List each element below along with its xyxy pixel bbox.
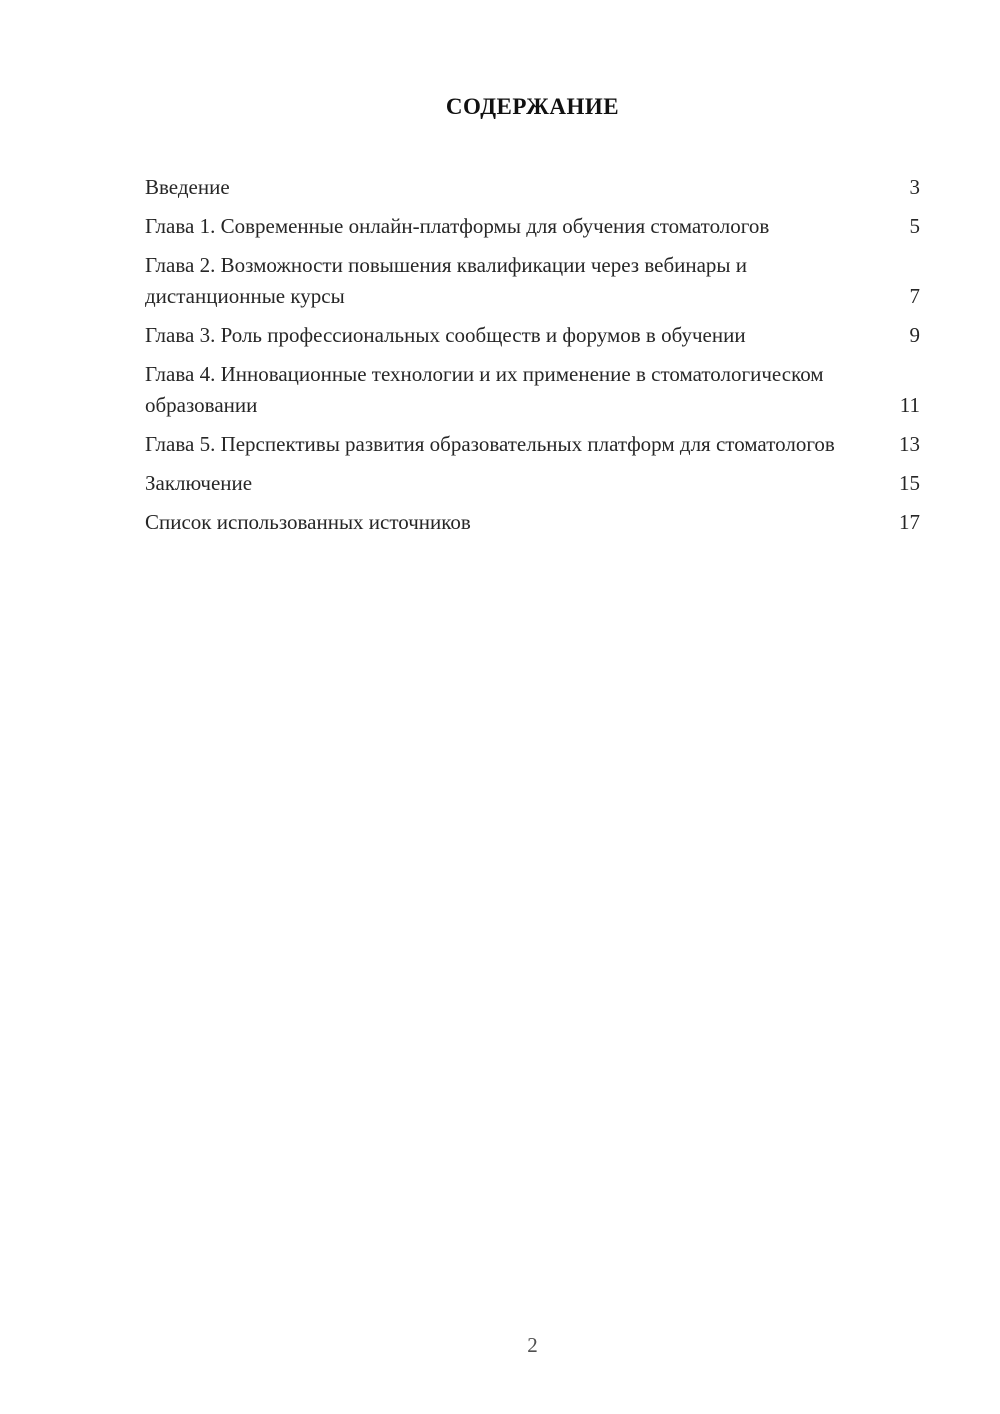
- toc-entry-page: 17: [899, 510, 920, 534]
- toc-entry-chapter-3: [145, 320, 920, 351]
- toc-entry-chapter-4: [145, 359, 920, 421]
- toc-entry-page: 15: [899, 471, 920, 495]
- toc-entry-title: Глава 1. Современные онлайн-платформы для обучения стоматологов: [145, 214, 770, 238]
- toc-entry-title: Глава 3. Роль профессиональных сообществ и форумов в обучении: [145, 323, 746, 347]
- table-of-contents: [145, 172, 920, 538]
- toc-entry-introduction: [145, 172, 920, 203]
- content-column: [145, 0, 920, 538]
- toc-entry-title: Список использованных источников: [145, 510, 471, 534]
- toc-entry-chapter-1: [145, 211, 920, 242]
- toc-entry-page: 7: [909, 284, 920, 308]
- toc-entry-page: 13: [899, 432, 920, 456]
- page-title: СОДЕРЖАНИЕ: [445, 94, 620, 119]
- footer-page-number: 2: [527, 1333, 538, 1357]
- toc-entry-page: 5: [909, 214, 920, 238]
- toc-entry-chapter-5: [145, 429, 920, 460]
- toc-entry-title: Глава 5. Перспективы развития образовательных платформ для стоматологов: [145, 432, 835, 456]
- toc-entry-references: [145, 507, 920, 538]
- toc-entry-title: Глава 2. Возможности повышения квалификации через вебинары и дистанционные курсы: [145, 253, 748, 308]
- toc-entry-conclusion: [145, 468, 920, 499]
- toc-entry-title: Глава 4. Инновационные технологии и их применение в стоматологическом образовании: [145, 362, 824, 417]
- toc-entry-page: 11: [899, 393, 920, 417]
- toc-entry-title: Заключение: [145, 471, 253, 495]
- toc-entry-chapter-2: [145, 250, 920, 312]
- toc-entry-title: Введение: [145, 175, 230, 199]
- toc-entry-page: 3: [909, 175, 920, 199]
- toc-entry-page: 9: [909, 323, 920, 347]
